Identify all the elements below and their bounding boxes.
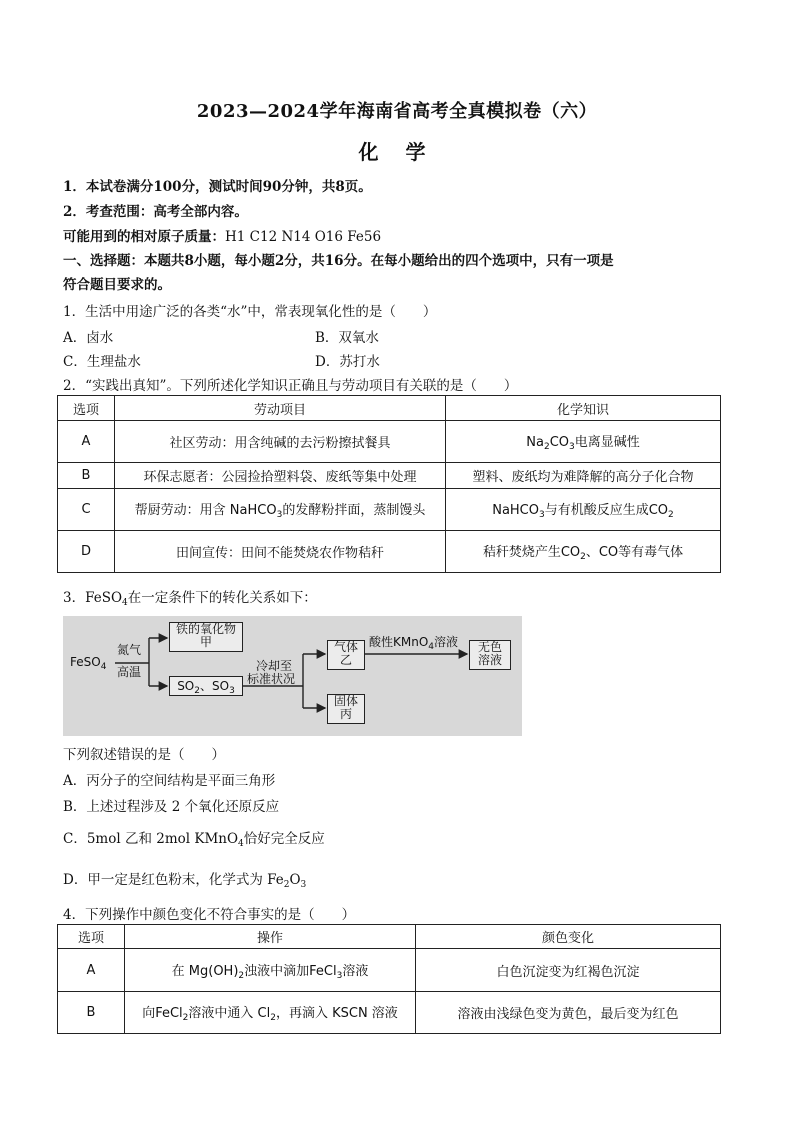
header-labor: 劳动项目	[115, 396, 446, 421]
atomic-mass-values: H1 C12 N14 O16 Fe56	[225, 229, 382, 245]
table-row	[58, 421, 721, 463]
exam-title: 2023—2024学年海南省高考全真模拟卷（六）	[196, 101, 598, 122]
header-option: 选项	[58, 396, 115, 421]
cell-knowledge: 塑料、废纸均为难降解的高分子化合物	[446, 463, 721, 489]
diagram-condition-bottom: 高温	[117, 665, 142, 679]
q4-table	[57, 924, 721, 1034]
cell-operation: 在 $Mg(OH)_2$浊液中滴加FeCl$_3$溶液	[125, 949, 416, 992]
q3-option-d: D．甲一定是红色粉末，化学式为 $Fe_2O_3$	[63, 872, 307, 890]
cell-option: D	[58, 531, 115, 573]
cell-option: B	[58, 992, 125, 1034]
table-row	[58, 992, 721, 1034]
cell-option: A	[58, 421, 115, 463]
cell-operation: 向FeCl$_2$溶液中通入 $Cl_2$，再滴入 KSCN 溶液	[125, 992, 416, 1034]
q1-option-b: B．双氧水	[315, 330, 379, 346]
table-row	[58, 463, 721, 489]
table-header-row	[58, 925, 721, 949]
cell-knowledge: $Na_2CO_3$电离显碱性	[446, 421, 721, 463]
atomic-mass-label: 可能用到的相对原子质量：	[63, 229, 225, 245]
diagram-condition-top: 氮气	[117, 643, 142, 657]
table-row	[58, 489, 721, 531]
cell-option: A	[58, 949, 125, 992]
cell-knowledge: NaHCO$_3$与有机酸反应生成$CO_2$	[446, 489, 721, 531]
cell-labor: 帮厨劳动：用含 NaHCO$_3$的发酵粉拌面，蒸制馒头	[115, 489, 446, 531]
cell-color-change: 白色沉淀变为红褐色沉淀	[416, 949, 721, 992]
header-operation: 操作	[125, 925, 416, 949]
q3-option-a: A．丙分子的空间结构是平面三角形	[63, 773, 276, 789]
table-row	[58, 949, 721, 992]
q3-option-c: C．5mol 乙和 2mol KMnO$_4$恰好完全反应	[63, 831, 325, 849]
q2-stem: 2．“实践出真知”。下列所述化学知识正确且与劳动项目有关联的是（ ）	[63, 378, 518, 394]
cell-labor: 田间宣传：田间不能焚烧农作物秸秆	[115, 531, 446, 573]
diagram-cool-line2: 标准状况	[247, 672, 296, 686]
section1-heading-line2: 符合题目要求的。	[63, 277, 171, 293]
q3-question: 下列叙述错误的是（ ）	[63, 747, 225, 763]
header-option: 选项	[58, 925, 125, 949]
q1-option-d: D．苏打水	[315, 354, 380, 370]
header-color-change: 颜色变化	[416, 925, 721, 949]
atomic-mass-line	[63, 225, 381, 245]
box-solid: 固体 丙	[327, 694, 365, 724]
note-2: 2．考查范围：高考全部内容。	[63, 204, 248, 220]
q3-option-b: B．上述过程涉及 2 个氧化还原反应	[63, 799, 280, 815]
box-colorless-solution: 无色 溶液	[469, 640, 511, 670]
diagram-reagent: 酸性KMnO$_4$溶液	[369, 635, 459, 652]
cell-labor: 社区劳动：用含纯碱的去污粉擦拭餐具	[115, 421, 446, 463]
q1-option-a: A．卤水	[63, 330, 114, 346]
cell-knowledge: 秸秆焚烧产生$CO_2$、CO等有毒气体	[446, 531, 721, 573]
cell-labor: 环保志愿者：公园捡拾塑料袋、废纸等集中处理	[115, 463, 446, 489]
subject-title: 化 学	[358, 140, 436, 164]
cell-option: C	[58, 489, 115, 531]
box-iron-oxide: 铁的氧化物 甲	[169, 622, 243, 652]
diagram-start-formula: FeSO$_4$	[70, 655, 107, 672]
cell-color-change: 溶液由浅绿色变为黄色，最后变为红色	[416, 992, 721, 1034]
box-sulfur-oxides: $SO_2$、$SO_3$	[169, 676, 243, 696]
q3-stem: 3．FeSO$_4$在一定条件下的转化关系如下：	[63, 590, 317, 608]
header-knowledge: 化学知识	[446, 396, 721, 421]
box-gas: 气体 乙	[327, 640, 365, 670]
diagram-cool-line1: 冷却至	[256, 659, 293, 673]
section1-heading-line1: 一、选择题：本题共8小题，每小题2分，共16分。在每小题给出的四个选项中，只有一项是	[63, 253, 614, 269]
table-header-row	[58, 396, 721, 421]
q2-table	[57, 395, 721, 573]
q4-stem: 4．下列操作中颜色变化不符合事实的是（ ）	[63, 907, 356, 923]
cell-option: B	[58, 463, 115, 489]
q1-option-c: C．生理盐水	[63, 354, 141, 370]
note-1: 1．本试卷满分100分，测试时间90分钟，共8页。	[63, 179, 372, 195]
q1-stem: 1．生活中用途广泛的各类“水”中，常表现氧化性的是（ ）	[63, 304, 437, 320]
table-row	[58, 531, 721, 573]
conversion-diagram	[63, 616, 522, 736]
